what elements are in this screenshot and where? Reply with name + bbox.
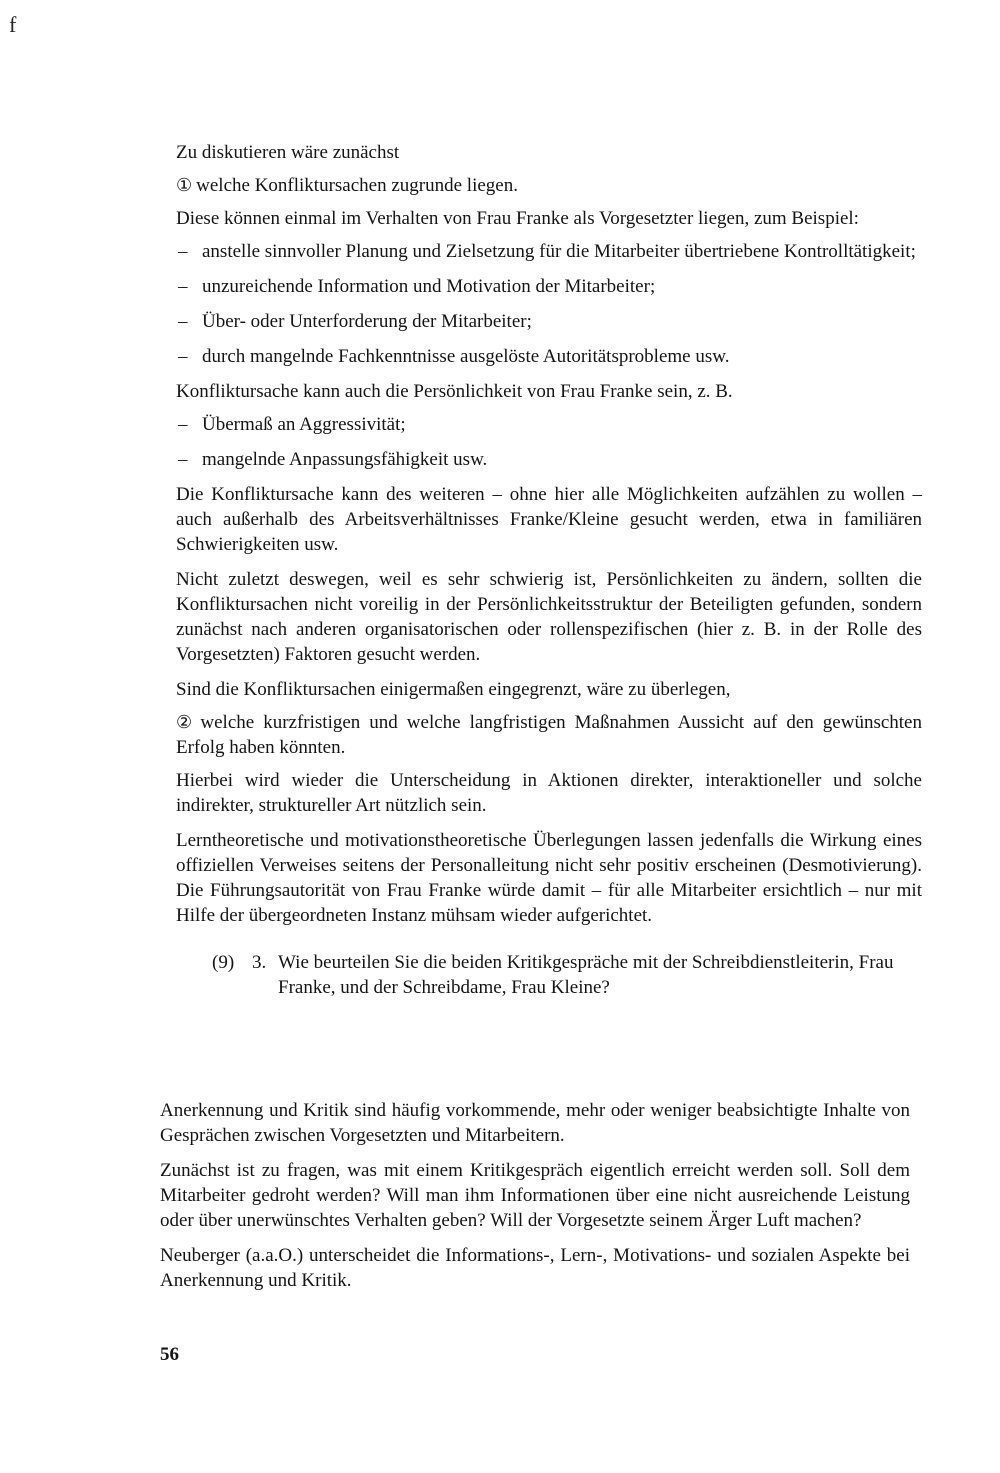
paragraph: Lerntheoretische und motivationstheoretische Überlegungen lassen jedenfalls die Wirkung eines offiziellen Verweises seitens der Personalleitung nicht sehr positiv erscheinen (Desmotivierung). Die Führungsautorität von Frau Franke würde damit – für alle Mitarbeiter ersichtlich – nur mit Hilfe der übergeordneten Instanz mühsam wieder aufgerichtet. [176,830,922,926]
paragraph: Nicht zuletzt deswegen, weil es sehr schwierig ist, Persönlichkeiten zu ändern, sollten die Konfliktursachen nicht voreilig in der Persönlichkeitsstruktur der Beteiligten gefunden, sondern zunächst nach anderen organisatorischen oder rollenspezifischen (hier z. B. in der Rolle des Vorgesetzten) Faktoren gesucht werden. [176,569,922,665]
list-item: – Über- oder Unterforderung der Mitarbeiter; [176,309,922,334]
point-1 [176,173,922,198]
paragraph: Anerkennung und Kritik sind häufig vorkommende, mehr oder weniger beabsichtigte Inhalte von Gesprächen zwischen Vorgesetzten und Mitarbeitern. [160,1100,910,1146]
list-item: – anstelle sinnvoller Planung und Zielsetzung für die Mitarbeiter übertriebene Kontrolltätigkeit; [176,239,922,264]
list-item: – Übermaß an Aggressivität; [176,412,922,437]
paragraph: Die Konfliktursache kann des weiteren – ohne hier alle Möglichkeiten aufzählen zu wollen – auch außerhalb des Arbeitsverhältnisses Franke/Kleine gesucht werden, etwa in familiären Schwierigkeiten usw. [176,484,922,555]
upper-text-block [176,140,922,1026]
list-item: – unzureichende Information und Motivation der Mitarbeiter; [176,274,922,299]
dash-list-1 [176,239,922,369]
paragraph: Hierbei wird wieder die Unterscheidung in Aktionen direkter, interaktioneller und solche indirekter, struktureller Art nützlich sein. [176,770,922,816]
lower-text-block [160,1098,910,1303]
point-2-text: welche kurzfristigen und welche langfristigen Maßnahmen Aussicht auf den gewünschten Erfolg haben könnten. [176,712,922,758]
paragraph: Neuberger (a.a.O.) unterscheidet die Informations-, Lern-, Motivations- und sozialen Aspekte bei Anerkennung und Kritik. [160,1245,910,1291]
corner-mark: f [9,12,17,37]
circled-one-marker: ① [176,175,193,195]
page-number: 56 [160,1344,179,1365]
paragraph: Zunächst ist zu fragen, was mit einem Kritikgespräch eigentlich erreicht werden soll. Soll dem Mitarbeiter gedroht werden? Will man ihm Informationen über eine nicht ausreichende Leistung oder über unerwünschtes Verhalten geben? Will der Vorgesetzte seinem Ärger Luft machen? [160,1160,910,1231]
lead-paragraph-2: Konfliktursache kann auch die Persönlichkeit von Frau Franke sein, z. B. [176,381,733,402]
point-1-text: welche Konfliktursachen zugrunde liegen. [196,175,518,196]
list-item: – durch mangelnde Fachkenntnisse ausgelöste Autoritätsprobleme usw. [176,344,922,369]
list-item: – mangelnde Anpassungsfähigkeit usw. [176,447,922,472]
question-sub-number: 3. [252,952,267,973]
dash-list-2 [176,412,922,472]
point-2 [176,710,922,760]
question-block [176,950,922,1000]
paragraph: Sind die Konfliktursachen einigermaßen eingegrenzt, wäre zu überlegen, [176,679,731,700]
intro-line: Zu diskutieren wäre zunächst [176,142,400,163]
question-text: Wie beurteilen Sie die beiden Kritikgespräche mit der Schreibdienstleiterin, Frau Franke, und der Schreibdame, Frau Kleine? [278,952,894,998]
lead-paragraph-1: Diese können einmal im Verhalten von Frau Franke als Vorgesetzter liegen, zum Beispiel: [176,208,859,229]
circled-two-marker: ② [176,712,197,732]
question-number: (9) [212,952,235,973]
